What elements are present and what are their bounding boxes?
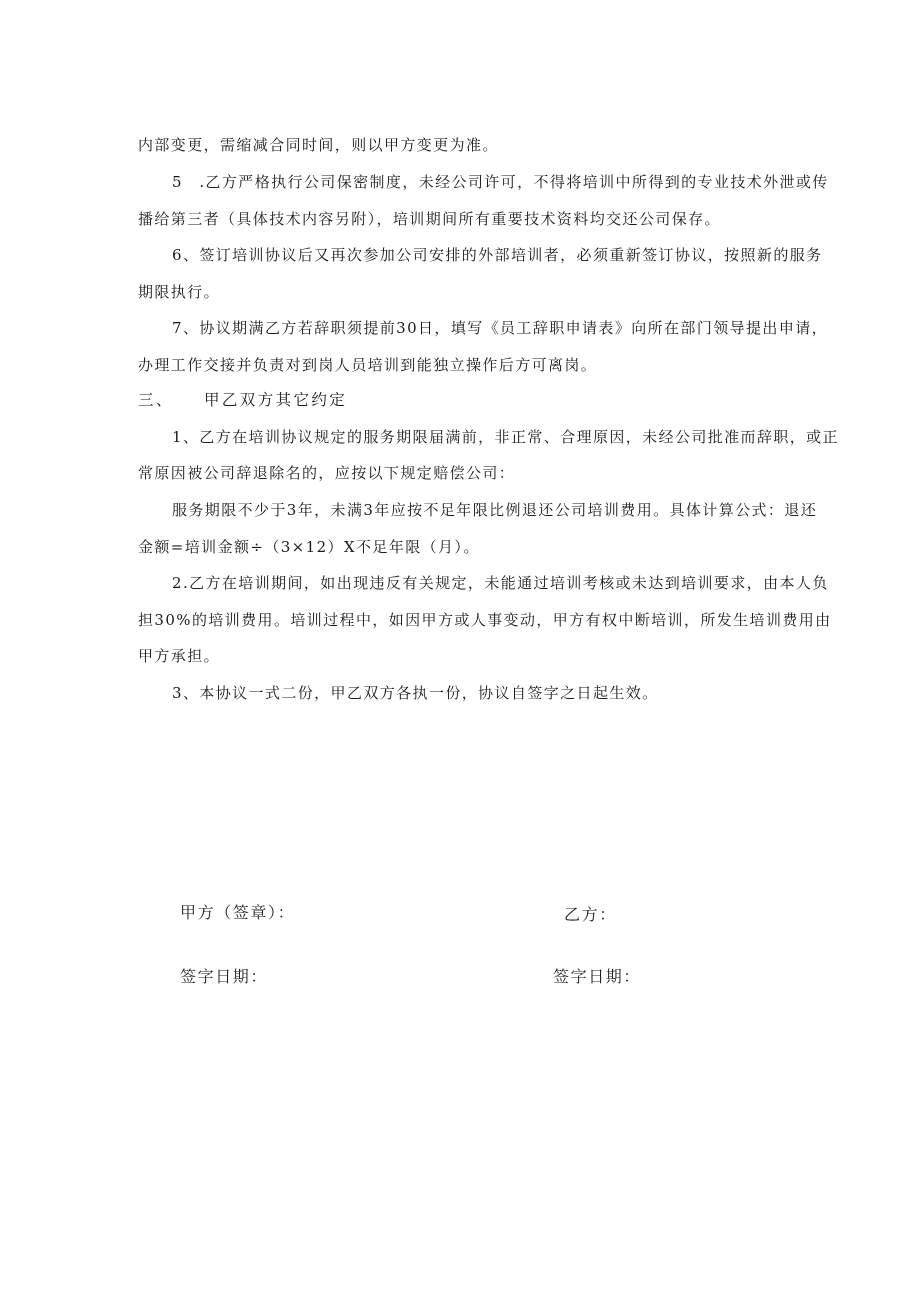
party-b-signature-label: 乙方：	[564, 905, 617, 924]
clause-5-line-1: 5 .乙方严格执行公司保密制度，未经公司许可，不得将培训中所得到的专业技术外泄或传	[172, 173, 829, 191]
formula-line-2: 金额=培训金额÷（3×12）X不足年限（月）。	[138, 538, 480, 556]
clause-5-line-2: 播给第三者（具体技术内容另附），培训期间所有重要技术资料均交还公司保存。	[138, 210, 721, 228]
paragraph-continuation: 内部变更，需缩减合同时间，则以甲方变更为准。	[138, 136, 499, 154]
party-a-signature-label: 甲方（签章）：	[180, 903, 296, 922]
clause-6-line-2: 期限执行。	[138, 283, 221, 301]
s3-clause-1-line-2: 常原因被公司辞退除名的，应按以下规定赔偿公司：	[138, 464, 516, 482]
clause-6-line-1: 6、签订培训协议后又再次参加公司安排的外部培训者，必须重新签订协议，按照新的服务	[172, 246, 823, 264]
s3-clause-3-line-1: 3、本协议一式二份，甲乙双方各执一份，协议自签字之日起生效。	[172, 684, 659, 702]
clause-7-line-1: 7、协议期满乙方若辞职须提前30日，填写《员工辞职申请表》向所在部门领导提出申请，	[172, 319, 829, 337]
s3-clause-1-line-1: 1、乙方在培训协议规定的服务期限届满前，非正常、合理原因，未经公司批准而辞职，或正	[172, 428, 839, 446]
s3-clause-2-line-2: 担30%的培训费用。培训过程中，如因甲方或人事变动，甲方有权中断培训，所发生培训费用由	[138, 611, 832, 629]
clause-7-line-2: 办理工作交接并负责对到岗人员培训到能独立操作后方可离岗。	[138, 356, 598, 374]
section-3-title: 甲乙双方其它约定	[204, 391, 348, 409]
s3-clause-2-line-3: 甲方承担。	[138, 647, 221, 665]
section-3-number: 三、	[138, 391, 174, 409]
party-b-date-label: 签字日期：	[553, 967, 642, 986]
s3-clause-2-line-1: 2.乙方在培训期间，如出现违反有关规定，未能通过培训考核或未达到培训要求，由本人负	[172, 574, 829, 592]
formula-line-1: 服务期限不少于3年，未满3年应按不足年限比例退还公司培训费用。具体计算公式：退还	[172, 501, 818, 519]
party-a-date-label: 签字日期：	[180, 967, 269, 986]
